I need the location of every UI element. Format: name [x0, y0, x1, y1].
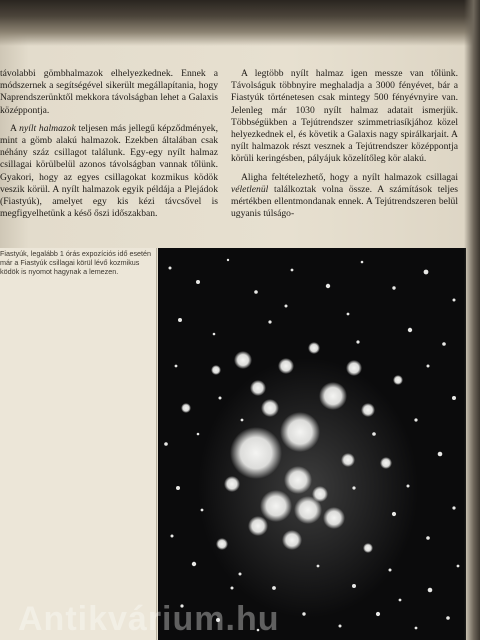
left-text-column — [0, 68, 218, 226]
right-paragraph-2-start: Aligha feltételezhető, hogy a nyílt halmazok csillagai — [241, 171, 458, 183]
star-field-image — [158, 248, 466, 640]
star-cluster-photo — [158, 248, 466, 640]
right-paragraph-2-emphasis: véletlenül — [231, 183, 269, 195]
left-paragraph-2-rest: teljesen más jellegű képződmények, mint a gömb alakú halmazok. Ezekben általában csak néhány száz csillagot találunk. Egy-egy nyílt halmaz csillagai körülbelül azonos távolságban vannak tőlünk. Gyakori, hogy az egyes csillagokat kozmikus ködök veszik körül. A nyílt halmazok egyik példája a Plejádok (Fiastyúk), amelyet egy kis kézi távcsővel is megfigyelhetünk a késő őszi időszakban. — [0, 122, 218, 220]
right-paragraph-1: A legtöbb nyílt halmaz igen messze van tőlünk. Távolságuk többnyire meghaladja a 3000 fényévet, bár a Fiastyúk történetesen csak mintegy 500 fényévnyire van. Jelenleg már 1030 nyílt halmaz adatait ismerjük. Többségükben a Tejútrendszer szimmetriasíkjához közel helyezkednek el, és követik a Galaxis nagy spirálkarjait. A nyílt halmazok részt vesznek a Tejútrendszer középpontja körüli keringésben, pályájuk közelítőleg kör alakú. — [231, 68, 458, 165]
right-text-column — [231, 68, 458, 226]
page-top-shadow — [0, 0, 480, 46]
left-paragraph-2-emphasis: nyílt halmazok — [19, 122, 76, 134]
page-right-edge-shadow — [464, 0, 480, 640]
caption-panel — [0, 248, 157, 640]
photo-caption: Fiastyúk, legalább 1 órás expozíciós idő esetén már a Fiastyúk csillagai körül lévő kozmikus ködök is nyomot hagynak a lemezen. — [0, 249, 152, 277]
left-paragraph-1: távolabbi gömbhalmazok elhelyezkednek. Ennek a módszernek a segítségével sikerült megállapítania, hogy Naprendszerünktől mekkora távolságban lehet a Galaxis középpontja. — [0, 68, 218, 116]
right-paragraph-2-rest: találkoztak volna össze. A számítások teljes mértékben ellentmondanak ennek. A Tejútrendszeren belül ugyanis túlságo- — [231, 183, 458, 220]
right-paragraph-2 — [231, 172, 458, 221]
watermark-text: Antikvárium.hu — [18, 600, 280, 638]
left-paragraph-2-start: A — [10, 122, 20, 134]
left-paragraph-2 — [0, 123, 218, 221]
